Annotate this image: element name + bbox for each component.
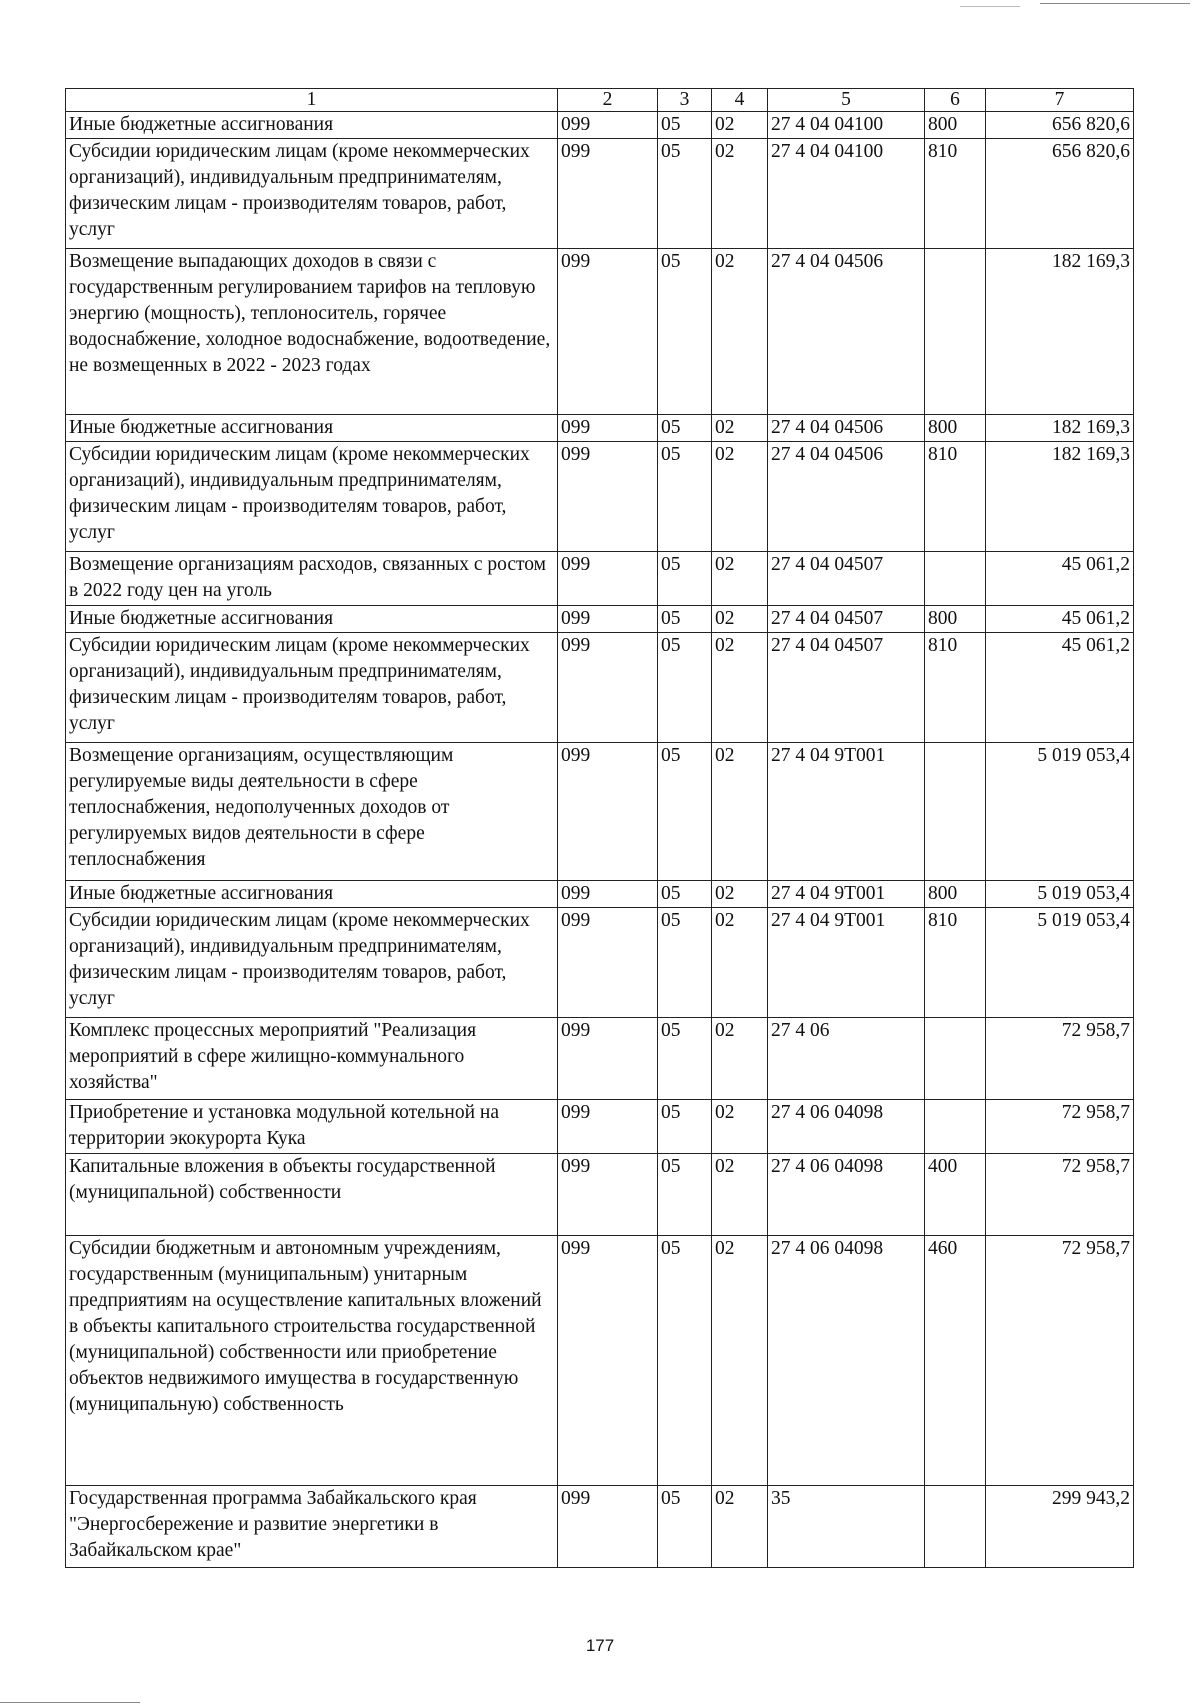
row-expense-type-code: 810 [925,139,986,249]
column-header-2: 2 [558,89,658,112]
row-target-code: 27 4 04 04100 [768,112,925,139]
table-row [66,881,1134,908]
row-amount: 72 958,7 [986,1154,1134,1236]
row-subsection-code: 02 [712,415,768,442]
row-subsection-code: 02 [712,881,768,908]
row-subsection-code: 02 [712,1100,768,1154]
row-subsection-code: 02 [712,112,768,139]
row-target-code: 27 4 04 9Т001 [768,908,925,1018]
row-expense-type-code [925,1100,986,1154]
row-amount: 656 820,6 [986,112,1134,139]
table-row [66,552,1134,606]
row-amount: 182 169,3 [986,249,1134,415]
row-subsection-code: 02 [712,1486,768,1568]
row-target-code: 27 4 04 04507 [768,606,925,633]
table-row [66,1236,1134,1486]
scan-artifact [0,1702,140,1703]
row-amount: 72 958,7 [986,1018,1134,1100]
row-amount: 299 943,2 [986,1486,1134,1568]
row-ministry-code: 099 [558,633,658,743]
row-section-code: 05 [658,552,712,606]
table-row [66,1486,1134,1568]
row-expense-type-code: 800 [925,112,986,139]
column-header-1: 1 [66,89,558,112]
row-subsection-code: 02 [712,249,768,415]
row-section-code: 05 [658,1018,712,1100]
row-ministry-code: 099 [558,743,658,881]
row-target-code: 27 4 04 9Т001 [768,743,925,881]
row-name: Субсидии бюджетным и автономным учреждениям, государственным (муниципальным) унитарным предприятиям на осуществление капитальных вложений в объекты капитального строительства государственной (муниципальной) собственности или приобретение объектов недвижимого имущества в государственную (муниципальную) собственность [66,1236,558,1486]
table-row [66,1154,1134,1236]
row-expense-type-code: 400 [925,1154,986,1236]
row-target-code: 27 4 04 04100 [768,139,925,249]
row-section-code: 05 [658,1154,712,1236]
row-ministry-code: 099 [558,442,658,552]
row-expense-type-code: 810 [925,442,986,552]
row-ministry-code: 099 [558,552,658,606]
row-subsection-code: 02 [712,1236,768,1486]
row-target-code: 27 4 04 04507 [768,633,925,743]
row-amount: 5 019 053,4 [986,881,1134,908]
row-target-code: 27 4 06 04098 [768,1154,925,1236]
row-ministry-code: 099 [558,112,658,139]
row-name: Комплекс процессных мероприятий "Реализация мероприятий в сфере жилищно-коммунального хозяйства" [66,1018,558,1100]
row-name: Субсидии юридическим лицам (кроме некоммерческих организаций), индивидуальным предпринимателям, физическим лицам - производителям товаров, работ, услуг [66,442,558,552]
row-section-code: 05 [658,606,712,633]
row-expense-type-code [925,249,986,415]
row-ministry-code: 099 [558,908,658,1018]
row-expense-type-code [925,552,986,606]
row-target-code: 27 4 06 04098 [768,1100,925,1154]
row-section-code: 05 [658,881,712,908]
row-expense-type-code: 800 [925,606,986,633]
row-subsection-code: 02 [712,442,768,552]
row-ministry-code: 099 [558,1018,658,1100]
row-name: Возмещение организациям расходов, связанных с ростом в 2022 году цен на уголь [66,552,558,606]
row-name: Иные бюджетные ассигнования [66,606,558,633]
row-amount: 45 061,2 [986,552,1134,606]
table-row [66,1018,1134,1100]
row-expense-type-code: 810 [925,633,986,743]
row-name: Иные бюджетные ассигнования [66,112,558,139]
table-row [66,908,1134,1018]
row-section-code: 05 [658,139,712,249]
row-ministry-code: 099 [558,1236,658,1486]
row-expense-type-code [925,1486,986,1568]
row-ministry-code: 099 [558,1486,658,1568]
column-header-5: 5 [768,89,925,112]
column-header-4: 4 [712,89,768,112]
row-subsection-code: 02 [712,633,768,743]
row-amount: 45 061,2 [986,606,1134,633]
row-expense-type-code [925,1018,986,1100]
page-number: 177 [585,1636,615,1655]
table-row [66,415,1134,442]
row-target-code: 35 [768,1486,925,1568]
budget-table [65,88,1134,1568]
row-name: Приобретение и установка модульной котельной на территории экокурорта Кука [66,1100,558,1154]
row-target-code: 27 4 04 9Т001 [768,881,925,908]
row-subsection-code: 02 [712,1018,768,1100]
row-amount: 182 169,3 [986,442,1134,552]
row-amount: 656 820,6 [986,139,1134,249]
row-section-code: 05 [658,908,712,1018]
row-section-code: 05 [658,743,712,881]
table-row [66,633,1134,743]
row-name: Субсидии юридическим лицам (кроме некоммерческих организаций), индивидуальным предпринимателям, физическим лицам - производителям товаров, работ, услуг [66,633,558,743]
row-amount: 72 958,7 [986,1100,1134,1154]
row-expense-type-code: 800 [925,881,986,908]
row-ministry-code: 099 [558,1100,658,1154]
scan-artifact [1040,3,1190,4]
row-name: Субсидии юридическим лицам (кроме некоммерческих организаций), индивидуальным предпринимателям, физическим лицам - производителям товаров, работ, услуг [66,139,558,249]
row-name: Возмещение выпадающих доходов в связи с государственным регулированием тарифов на тепловую энергию (мощность), теплоноситель, горячее водоснабжение, холодное водоснабжение, водоотведение, не возмещенных в 2022 - 2023 годах [66,249,558,415]
row-ministry-code: 099 [558,139,658,249]
row-subsection-code: 02 [712,552,768,606]
table-row [66,606,1134,633]
row-amount: 45 061,2 [986,633,1134,743]
row-target-code: 27 4 04 04506 [768,415,925,442]
row-expense-type-code: 460 [925,1236,986,1486]
row-target-code: 27 4 04 04506 [768,442,925,552]
row-section-code: 05 [658,112,712,139]
row-name: Капитальные вложения в объекты государственной (муниципальной) собственности [66,1154,558,1236]
row-section-code: 05 [658,249,712,415]
table-row [66,112,1134,139]
row-section-code: 05 [658,1100,712,1154]
row-name: Субсидии юридическим лицам (кроме некоммерческих организаций), индивидуальным предпринимателям, физическим лицам - производителям товаров, работ, услуг [66,908,558,1018]
row-amount: 72 958,7 [986,1236,1134,1486]
row-name: Возмещение организациям, осуществляющим регулируемые виды деятельности в сфере теплоснабжения, недополученных доходов от регулируемых видов деятельности в сфере теплоснабжения [66,743,558,881]
table-row [66,1100,1134,1154]
row-ministry-code: 099 [558,606,658,633]
row-section-code: 05 [658,1486,712,1568]
row-target-code: 27 4 04 04506 [768,249,925,415]
row-ministry-code: 099 [558,881,658,908]
row-expense-type-code: 810 [925,908,986,1018]
table-row [66,442,1134,552]
table-row [66,743,1134,881]
scan-artifact [960,6,1020,7]
row-amount: 5 019 053,4 [986,908,1134,1018]
row-expense-type-code [925,743,986,881]
row-amount: 182 169,3 [986,415,1134,442]
column-header-6: 6 [925,89,986,112]
row-name: Государственная программа Забайкальского края "Энергосбережение и развитие энергетики в Забайкальском крае" [66,1486,558,1568]
row-section-code: 05 [658,415,712,442]
row-name: Иные бюджетные ассигнования [66,881,558,908]
column-header-7: 7 [986,89,1134,112]
row-ministry-code: 099 [558,415,658,442]
row-section-code: 05 [658,633,712,743]
column-header-3: 3 [658,89,712,112]
table-row [66,139,1134,249]
row-target-code: 27 4 06 [768,1018,925,1100]
row-subsection-code: 02 [712,606,768,633]
row-ministry-code: 099 [558,249,658,415]
row-name: Иные бюджетные ассигнования [66,415,558,442]
row-subsection-code: 02 [712,139,768,249]
header-row [66,89,1134,112]
row-subsection-code: 02 [712,908,768,1018]
row-subsection-code: 02 [712,743,768,881]
row-ministry-code: 099 [558,1154,658,1236]
row-amount: 5 019 053,4 [986,743,1134,881]
table-row [66,249,1134,415]
row-section-code: 05 [658,1236,712,1486]
row-target-code: 27 4 04 04507 [768,552,925,606]
row-expense-type-code: 800 [925,415,986,442]
row-subsection-code: 02 [712,1154,768,1236]
row-section-code: 05 [658,442,712,552]
row-target-code: 27 4 06 04098 [768,1236,925,1486]
